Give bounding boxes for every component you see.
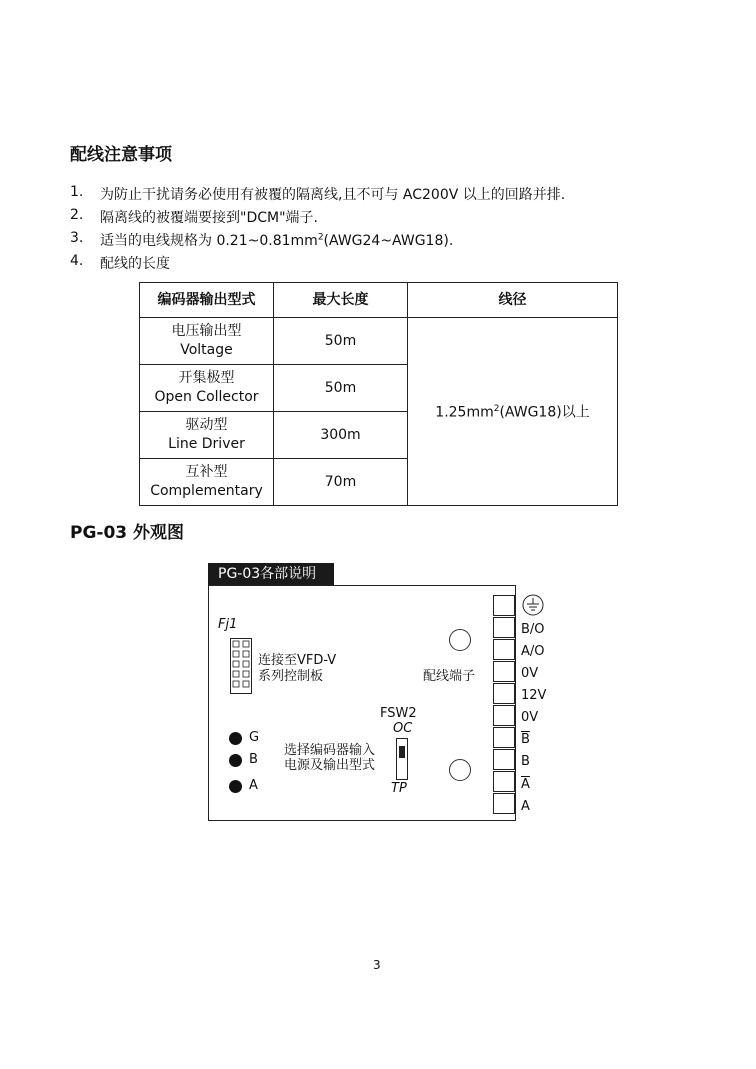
- wire-length-table: [139, 282, 618, 506]
- table-cell-length: 50m: [274, 318, 408, 365]
- fsw2-label: FSW2: [380, 706, 417, 721]
- fj1-description-line2: 系列控制板: [258, 669, 324, 684]
- table-cell-length: 300m: [274, 412, 408, 459]
- terminal-slot: [493, 727, 515, 748]
- led-a-icon: [229, 780, 242, 793]
- switch-description-line1: 选择编码器输入: [284, 743, 376, 758]
- led-g-label: G: [249, 730, 260, 745]
- table-cell-wire-gauge: $1.25mm^2(AWG18)$以上: [408, 318, 618, 506]
- terminal-slot: [493, 705, 515, 726]
- board-tab-title: PG-03各部说明: [208, 563, 334, 585]
- terminal-label-b-bar: $\overline{B}$: [521, 732, 530, 747]
- terminal-label-a: A: [521, 799, 530, 814]
- table-header: 线径: [408, 283, 618, 318]
- terminal-slot: [493, 749, 515, 770]
- oc-label: OC: [393, 721, 413, 736]
- mounting-hole-icon: [449, 759, 471, 781]
- page-number: 3: [373, 958, 381, 972]
- terminal-label-ao: A/O: [521, 644, 545, 659]
- fj1-label: Fj1: [218, 617, 238, 632]
- terminal-label-0v: 0V: [521, 710, 539, 725]
- terminal-slot: [493, 683, 515, 704]
- led-b-label: B: [249, 752, 258, 767]
- ground-icon: [521, 594, 545, 616]
- terminal-description: 配线端子: [423, 669, 476, 684]
- terminal-slot: [493, 639, 515, 660]
- terminal-slot: [493, 793, 515, 814]
- table-header-row: [140, 283, 618, 318]
- section-title-wiring: 配线注意事项: [70, 145, 172, 165]
- terminal-slot: [493, 595, 515, 616]
- led-a-label: A: [249, 778, 258, 793]
- table-header: 编码器输出型式: [140, 283, 274, 318]
- fj1-description-line1: 连接至VFD-V: [258, 653, 337, 668]
- table-cell-type: 驱动型 Line Driver: [140, 412, 274, 459]
- tp-label: TP: [391, 781, 407, 796]
- mounting-hole-icon: [449, 629, 471, 651]
- terminal-label-bo: B/O: [521, 622, 545, 637]
- table-cell-type: 互补型 Complementary: [140, 459, 274, 506]
- fsw2-switch-icon: [396, 738, 408, 780]
- table-row: [140, 318, 618, 365]
- table-cell-type: 电压输出型 Voltage: [140, 318, 274, 365]
- terminal-slot: [493, 617, 515, 638]
- terminal-label-a-bar: $\overline{A}$: [521, 777, 530, 792]
- terminal-slot: [493, 771, 515, 792]
- table-cell-length: 50m: [274, 365, 408, 412]
- table-cell-length: 70m: [274, 459, 408, 506]
- table-header: 最大长度: [274, 283, 408, 318]
- switch-description-line2: 电源及输出型式: [284, 758, 376, 773]
- terminal-label-0v: 0V: [521, 666, 539, 681]
- terminal-label-12v: 12V: [521, 688, 547, 703]
- terminal-slot: [493, 661, 515, 682]
- fj1-connector-icon: [230, 638, 252, 694]
- table-cell-type: 开集极型 Open Collector: [140, 365, 274, 412]
- led-b-icon: [229, 754, 242, 767]
- led-g-icon: [229, 732, 242, 745]
- section-title-appearance: PG-03 外观图: [70, 523, 185, 543]
- terminal-label-b: B: [521, 754, 530, 769]
